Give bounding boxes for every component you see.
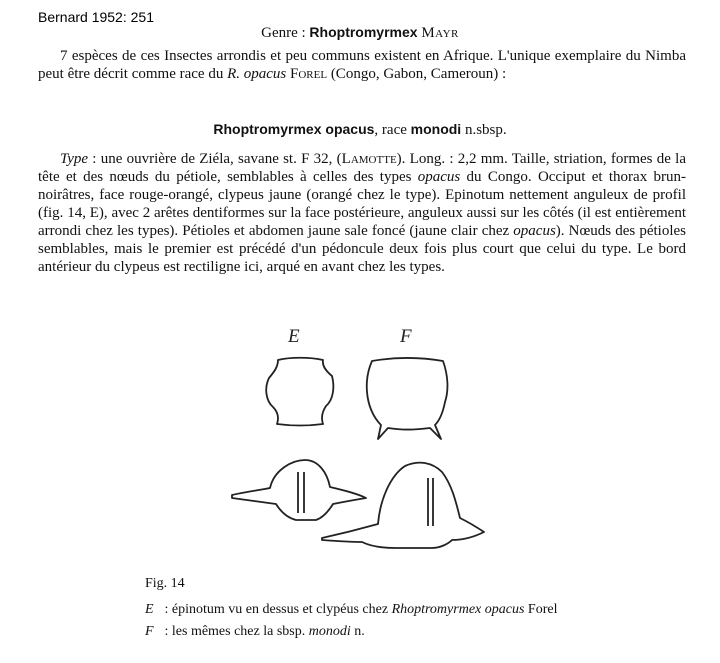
caption-letter-f: F [145,624,154,639]
intro-author: Forel [290,66,328,82]
caption-f-text: : les mêmes chez la sbsp. [161,624,309,639]
caption-e-species: Rhoptromyrmex opacus [391,602,525,617]
species-ref-2: opacus [513,223,556,239]
figure-label-f: F [400,326,412,347]
intro-text-1: 7 espèces de ces Insectes arrondis et peu communs existent en Afrique. L'unique exemplaire du Nimba peut être décrit comme race du [38,48,686,82]
taxon-race: monodi [410,121,462,137]
description-text-3: du Congo. Occiput et thorax brun-noirâtres, face rouge-orangé, clypeus jaune (orangé chez le type). Epinotum nettement anguleux de profil (fig. 14, E), avec 2 arêtes dentiformes sur la face postérieure, anguleux aussi sur les côtés (il est entièrement arrondi chez les types). Pétioles et abdomen jaune sale foncé (jaune clair chez [38,169,686,239]
intro-species: R. opacus [227,66,287,82]
description-paragraph [38,150,686,276]
source-citation: Bernard 1952: 251 [38,9,154,25]
taxon-status: n.sbsp. [461,122,507,138]
figure-caption-line-f [145,624,365,640]
description-text-2: ). Long. : 2,2 mm. Taille, striation, formes de la tête et des nœuds du pétiole, semblables à celles des types [38,151,686,185]
genus-author: Mayr [421,25,459,41]
species-ref-1: opacus [417,169,461,185]
description-text-4: ). Nœuds des pétioles semblables, mais le premier est précédé d'un pédoncule deux fois plus court que celui du type. Le bord antérieur du clypeus est rectiligne ici, arqué en avant chez les types. [38,223,687,275]
taxon-heading [0,121,720,139]
type-label: Type [60,151,89,167]
caption-letter-e: E [145,602,154,617]
genus-prefix: Genre : [261,25,306,41]
taxon-race-word: , race [374,122,411,138]
caption-f-tail: n. [350,624,365,639]
genus-name: Rhoptromyrmex [309,24,418,40]
caption-e-text: : épinotum vu en dessus et clypéus chez [161,602,392,617]
caption-e-author: Forel [524,602,558,617]
figure-14-drawing [0,320,720,570]
figure-caption-line-e [145,602,557,618]
caption-f-race: monodi [308,624,351,639]
intro-paragraph [38,47,686,83]
collector-name: Lamotte [341,151,397,167]
epinotum-opacus-outline [266,358,333,426]
clypeus-monodi-profile [322,463,484,548]
epinotum-monodi-outline [367,358,448,439]
intro-text-2: (Congo, Gabon, Cameroun) : [327,66,507,82]
figure-label-e: E [288,326,300,347]
taxon-name: Rhoptromyrmex opacus [213,121,375,137]
clypeus-opacus-profile [232,460,366,520]
description-text-1: : une ouvrière de Ziéla, savane st. F 32, ( [88,151,342,167]
genus-title [0,24,720,42]
figure-caption-title: Fig. 14 [145,576,185,591]
